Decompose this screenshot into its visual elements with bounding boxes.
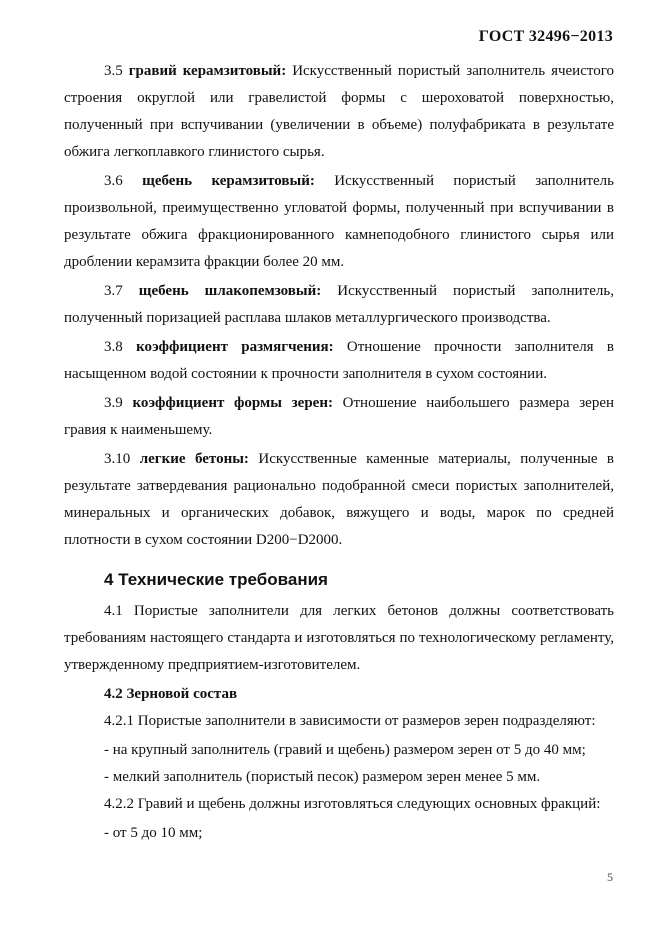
- definition-3-6: 3.6 щебень керамзитовый: Искусственный пористый заполнитель произвольной, преимущественно угловатой формы, полученный при вспучивании в результате обжига фракционированного камнеподобного глинистого сырья или дроблении керамзита фракции более 20 мм.: [64, 173, 615, 270]
- paragraph-4-1: 4.1 Пористые заполнители для легких бетонов должны соответствовать требованиям настоящего стандарта и изготовляться по технологическому регламенту, утвержденному предприятием-изготовителем.: [64, 603, 614, 673]
- section-heading: 4 Технические требования: [104, 570, 328, 589]
- document-body: [64, 58, 614, 847]
- definition-3-5: 3.5 гравий керамзитовый: Искусственный пористый заполнитель ячеистого строения округлой или гравелистой формы с шероховатой поверхностью, полученный при вспучивании (увеличении в объеме) полуфабриката в результате обжига легкоплавкого глинистого сырья.: [64, 63, 615, 160]
- list-item: - на крупный заполнитель (гравий и щебень) размером зерен от 5 до 40 мм;: [104, 742, 586, 758]
- list-item: - мелкий заполнитель (пористый песок) размером зерен менее 5 мм.: [104, 769, 541, 785]
- list-item: - от 5 до 10 мм;: [104, 825, 203, 841]
- standard-title: ГОСТ 32496−2013: [478, 28, 613, 45]
- paragraph-4-2-2: 4.2.2 Гравий и щебень должны изготовляться следующих основных фракций:: [104, 796, 601, 812]
- definition-3-7: 3.7 щебень шлакопемзовый: Искусственный пористый заполнитель, полученный поризацией расплава шлаков металлургического производства.: [64, 283, 614, 326]
- definition-3-9: 3.9 коэффициент формы зерен: Отношение наибольшего размера зерен гравия к наименьшему.: [64, 395, 615, 438]
- subsection-heading-4-2: 4.2 Зерновой состав: [104, 686, 238, 702]
- definition-3-10: 3.10 легкие бетоны: Искусственные каменные материалы, полученные в результате затвердевания рационально подобранной смеси пористых заполнителей, минеральных и органических добавок, вяжущего и воды, марок по средней плотности в сухом состоянии D200−D2000.: [64, 451, 615, 548]
- definition-3-8: 3.8 коэффициент размягчения: Отношение прочности заполнителя в насыщенном водой состоянии к прочности заполнителя в сухом состоянии.: [64, 339, 614, 382]
- paragraph-4-2-1: 4.2.1 Пористые заполнители в зависимости от размеров зерен подразделяют:: [104, 713, 596, 729]
- page-number: 5: [607, 870, 613, 884]
